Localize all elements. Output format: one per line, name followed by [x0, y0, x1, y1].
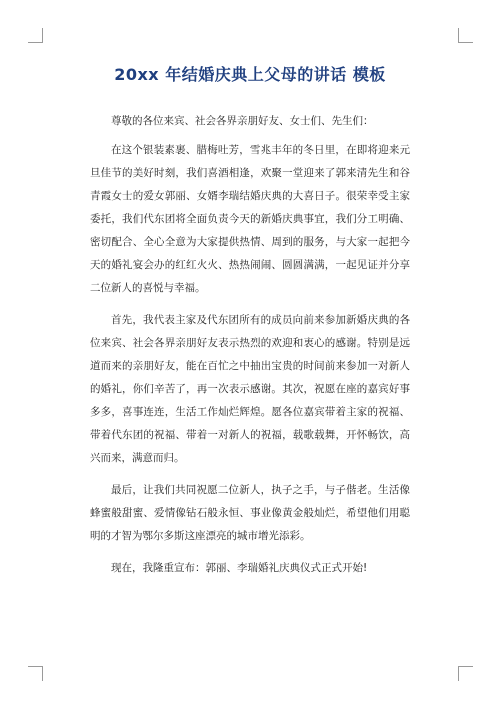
crop-mark-bottom-right — [458, 666, 473, 681]
crop-mark-top-right — [458, 28, 473, 43]
document-title: 20xx 年结婚庆典上父母的讲话 模板 — [114, 65, 386, 84]
crop-mark-bottom-left — [28, 666, 43, 681]
body-paragraph-3: 最后，让我们共同祝愿二位新人，执子之手，与子偕老。生活像蜂蜜般甜蜜、爱情像钻石般永恒、事业像黄金般灿烂，希望他们用聪明的才智为鄂尔多斯这座漂亮的城市增光添彩。 — [90, 484, 410, 542]
closing-paragraph: 现在，我隆重宣布：郭丽、李瑞婚礼庆典仪式正式开始! — [111, 562, 368, 574]
document-body — [90, 110, 410, 589]
greeting-paragraph: 尊敬的各位来宾、社会各界亲朋好友、女士们、先生们： — [111, 115, 374, 127]
body-paragraph-2: 首先，我代表主家及代东团所有的成员向前来参加新婚庆典的各位来宾、社会各界亲朋好友表示热烈的欢迎和衷心的感谢。特别是远道而来的亲朋好友，能在百忙之中抽出宝贵的时间前来参加一对新人的婚礼，你们辛苦了，再一次表示感谢。其次，祝愿在座的嘉宾好事多多，喜事连连，生活工作灿烂辉煌。愿各位嘉宾带着主家的祝福、带着代东团的祝福、带着一对新人的祝福，载歌载舞，开怀畅饮，高兴而来，满意而归。 — [90, 314, 410, 464]
body-paragraph-1: 在这个银装素裹、腊梅吐芳，雪兆丰年的冬日里，在即将迎来元旦佳节的美好时刻，我们喜酒相逢，欢聚一堂迎来了郭来清先生和谷青霞女士的爱女郭丽、女婿李瑞结婚庆典的大喜日子。很荣幸受主家委托，我们代东团将全面负责今天的新婚庆典事宜，我们分工明确、密切配合、全心全意为大家提供热情、周到的服务，与大家一起把今天的婚礼宴会办的红红火火、热热闹闹、圆圆满满，一起见证并分享二位新人的喜悦与幸福。 — [90, 144, 410, 294]
crop-mark-top-left — [28, 28, 43, 43]
